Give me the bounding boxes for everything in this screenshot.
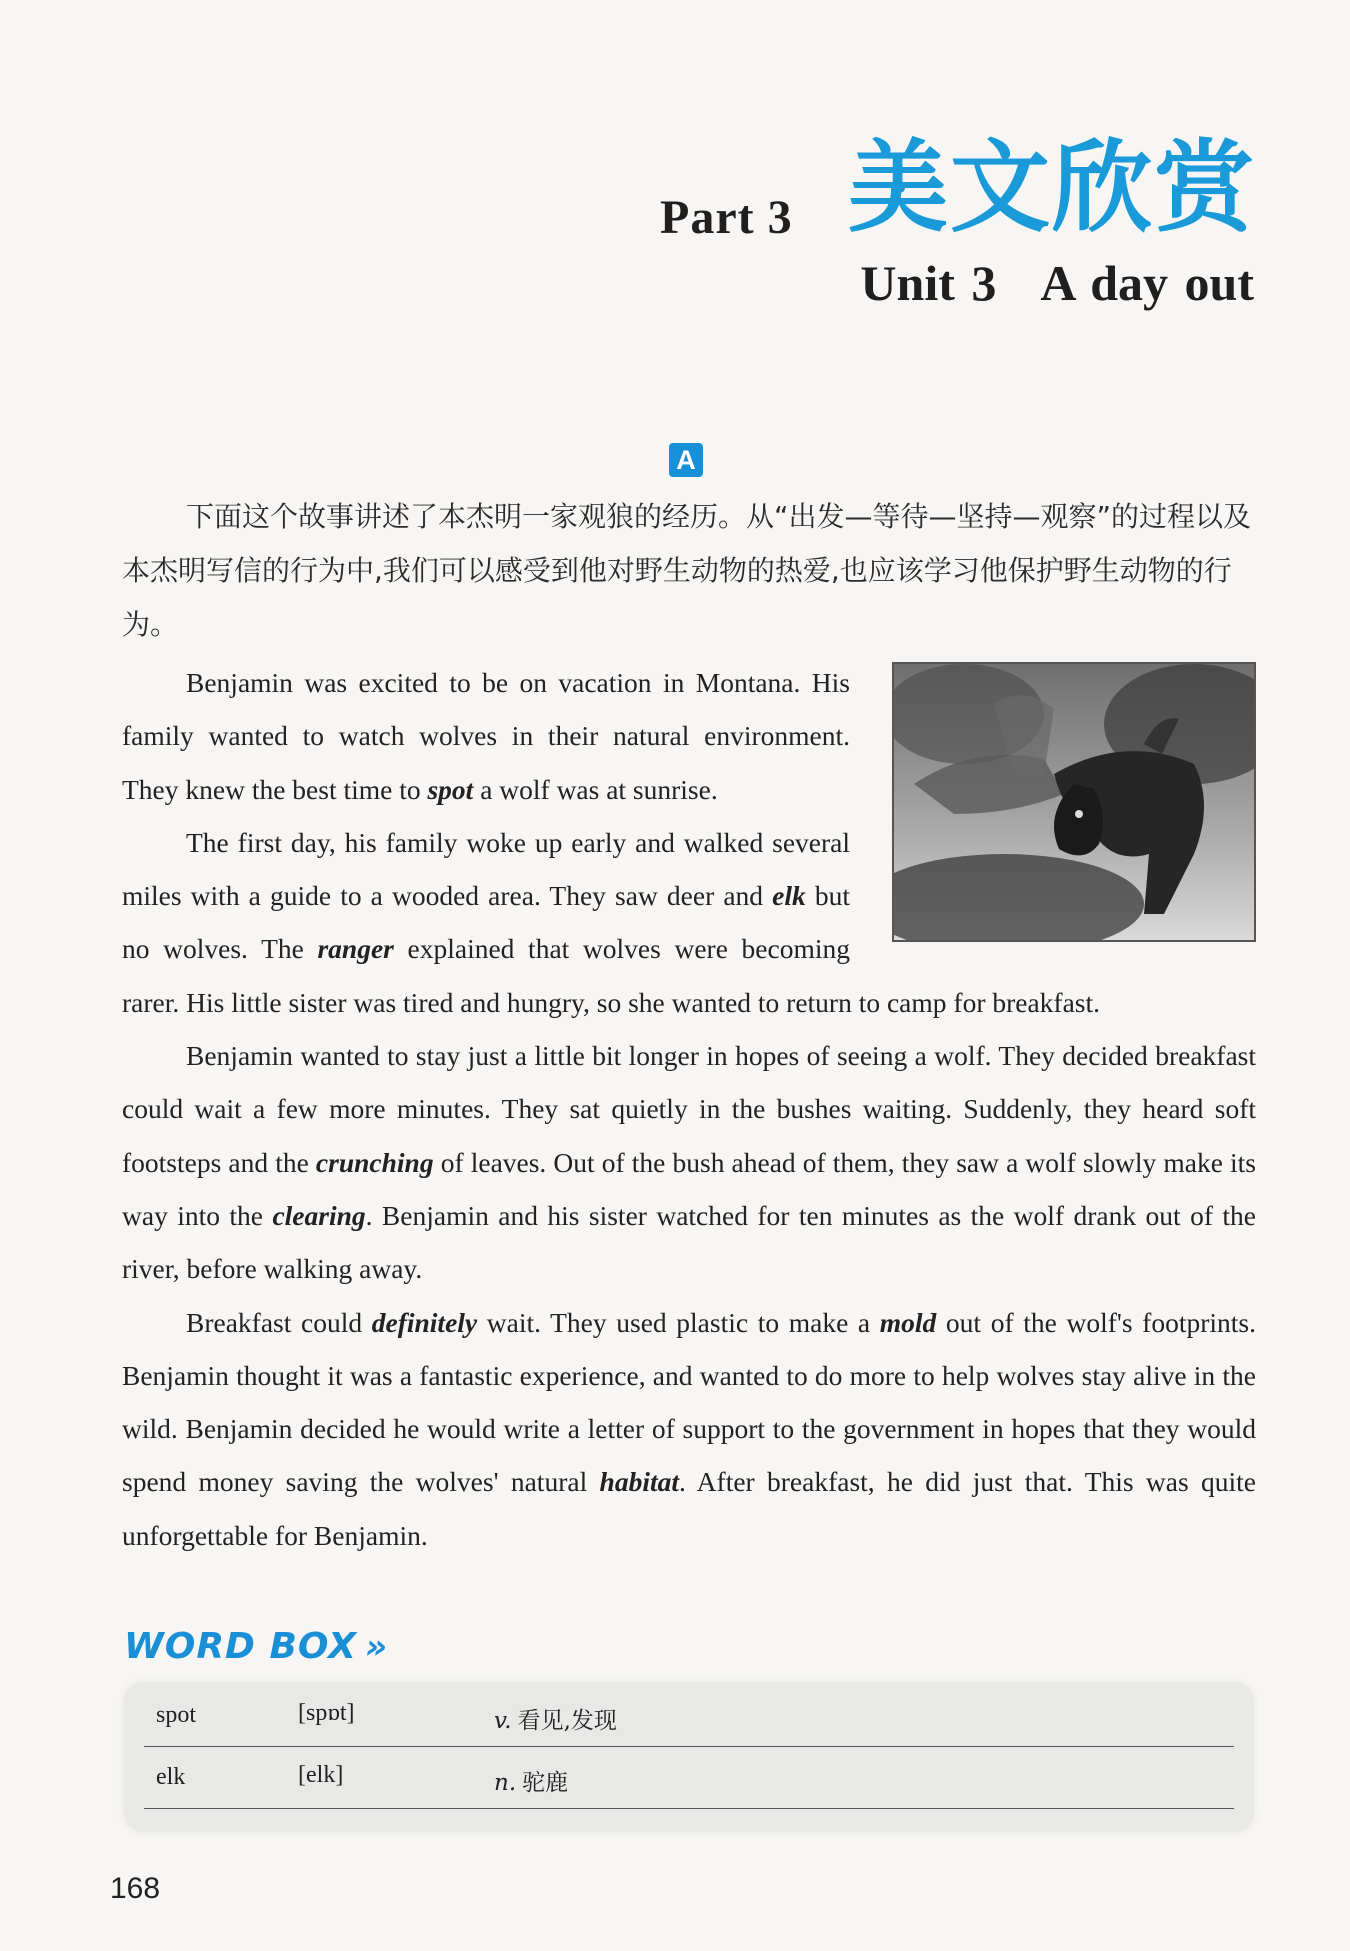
entry-meaning [494,1702,617,1735]
entry-word: elk [156,1764,186,1790]
entry-phonetic: [elk] [298,1762,344,1788]
unit-title [860,254,1254,312]
entry-pos: v. [494,1708,512,1734]
entry-meaning-text: 看见,发现 [517,1708,617,1734]
word-entry [144,1686,1234,1747]
text-run: Benjamin was excited to be on vacation in Montana. His family wanted to watch wolves in their natural environment. They knew the best time to [122,667,850,805]
text-run: explained that wolves were becoming rarer. His little sister was tired and hungry, so she wanted to return to camp for breakfast. [122,933,1100,1018]
story-paragraph-4 [122,1296,1256,1562]
entry-meaning-text: 驼鹿 [522,1770,569,1796]
story-paragraph-3 [122,1029,1256,1295]
vocab-word: ranger [317,933,394,965]
text-run: . After breakfast, he did just that. This was quite unforgettable for Benjamin. [122,1466,1256,1551]
entry-word: spot [156,1702,197,1728]
vocab-word: crunching [315,1146,434,1178]
vocab-word: mold [879,1306,937,1338]
text-run: Breakfast could [186,1306,372,1338]
section-badge: A [669,443,703,477]
entry-meaning [494,1764,568,1797]
text-run: a wolf was at sunrise. [473,773,718,805]
entry-phonetic: [spɒt] [298,1700,355,1726]
text-run: wait. They used plastic to make a [477,1306,880,1338]
text-run: but no wolves. The [122,880,850,965]
vocab-word: clearing [272,1199,366,1231]
unit-name: A day out [1040,255,1254,311]
page-header [0,0,1350,340]
wolf-photo [892,662,1256,942]
text-run: of leaves. Out of the bush ahead of them, they saw a wolf slowly make its way into the [122,1146,1256,1231]
text-run: Benjamin wanted to stay just a little bit longer in hopes of seeing a wolf. They decided breakfast could wait a few more minutes. They sat quietly in the bushes waiting. Suddenly, they heard soft footsteps and the [122,1040,1256,1178]
vocab-word: habitat [599,1466,679,1498]
section-title-cn: 美文欣赏 [848,129,1256,246]
text-run: . Benjamin and his sister watched for ten minutes as the wolf drank out of the river, before walking away. [122,1199,1256,1285]
text-run: out of the wolf's footprints. Benjamin thought it was a fantastic experience, and wanted to do more to help wolves stay alive in the wild. Benjamin decided he would write a letter of support to the government in hopes that they would spend money saving the wolves' natural [122,1306,1256,1498]
double-chevron-icon: » [364,1627,389,1667]
word-box [124,1682,1254,1832]
part-label: Part 3 [660,191,793,244]
word-entry [144,1748,1234,1809]
text-run: The first day, his family woke up early and walked several miles with a guide to a wooded area. They saw deer and [122,826,850,912]
story-text [122,656,1256,1562]
vocab-word: definitely [371,1306,478,1338]
entry-pos: n. [494,1770,517,1796]
wolf-illustration [894,664,1254,940]
page-number: 168 [110,1872,161,1905]
intro-paragraph-cn: 下面这个故事讲述了本杰明一家观狼的经历。从“出发—等待—坚持—观察”的过程以及本杰明写信的行为中,我们可以感受到他对野生动物的热爱,也应该学习他保护野生动物的行为。 [122,500,1252,641]
vocab-word: spot [427,773,474,805]
word-box-title [124,1626,388,1667]
unit-label: Unit 3 [860,255,997,311]
vocab-word: elk [772,880,806,912]
word-box-label: WORD BOX [124,1626,357,1667]
